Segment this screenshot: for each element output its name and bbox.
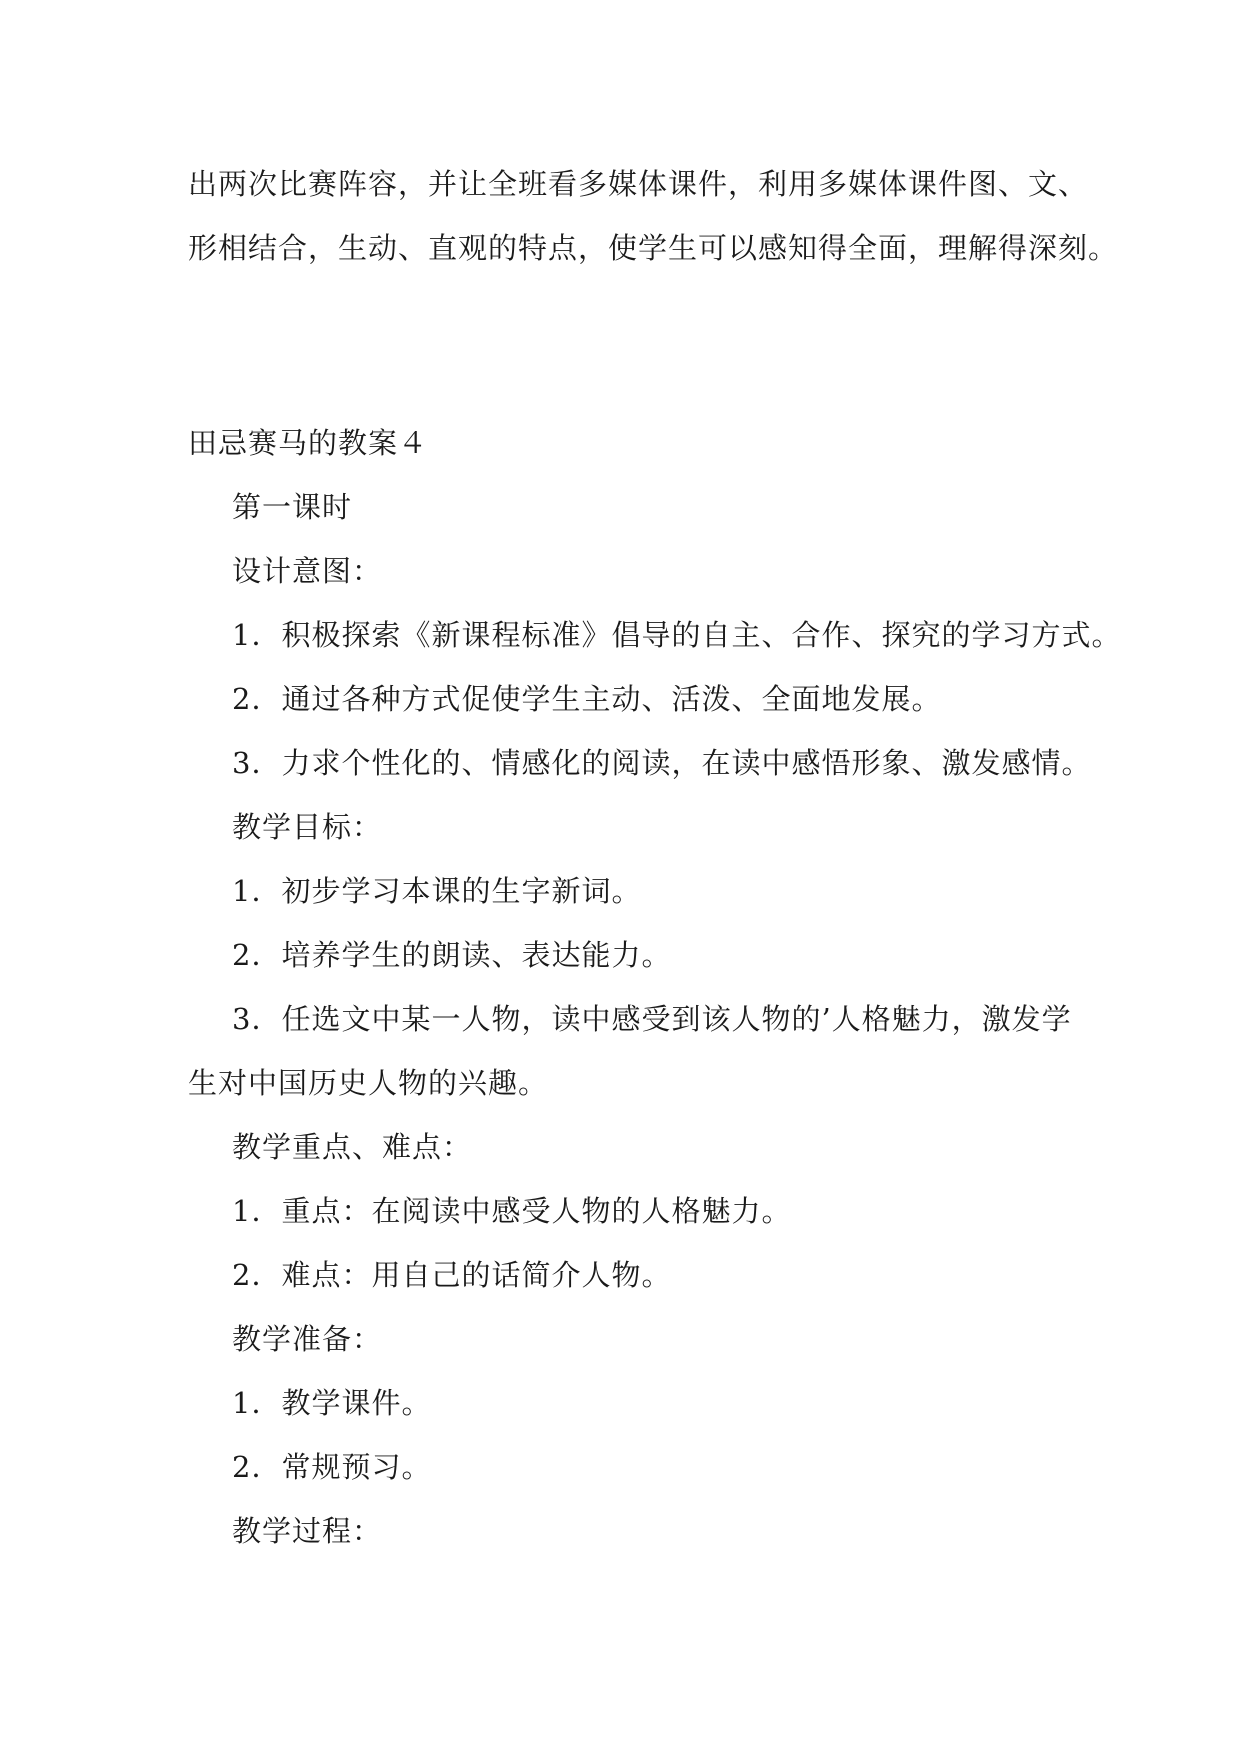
key-points-heading: 教学重点、难点：	[232, 1130, 473, 1164]
key-points-item: 2．难点：用自己的话简介人物。	[232, 1258, 672, 1292]
key-points-item: 1．重点：在阅读中感受人物的人格魅力。	[232, 1194, 792, 1228]
goals-item: 3．任选文中某一人物，读中感受到该人物的’人格魅力，激发学	[232, 1002, 1072, 1036]
design-item: 1．积极探索《新课程标准》倡导的自主、合作、探究的学习方式。	[232, 618, 1122, 652]
design-item: 3．力求个性化的、情感化的阅读，在读中感悟形象、激发感情。	[232, 746, 1092, 780]
goals-item: 1．初步学习本课的生字新词。	[232, 874, 642, 908]
preparation-item: 1．教学课件。	[232, 1386, 432, 1420]
process-heading: 教学过程：	[232, 1514, 383, 1548]
paragraph-line: 形相结合，生动、直观的特点，使学生可以感知得全面，理解得深刻。	[188, 231, 1119, 265]
preparation-item: 2．常规预习。	[232, 1450, 432, 1484]
paragraph-line: 出两次比赛阵容，并让全班看多媒体课件，利用多媒体课件图、文、	[188, 167, 1089, 201]
design-heading: 设计意图：	[232, 554, 383, 588]
goals-heading: 教学目标：	[232, 810, 383, 844]
section-title: 田忌赛马的教案４	[188, 426, 429, 460]
preparation-heading: 教学准备：	[232, 1322, 383, 1356]
goals-item-continuation: 生对中国历史人物的兴趣。	[188, 1066, 549, 1100]
goals-item: 2．培养学生的朗读、表达能力。	[232, 938, 672, 972]
lesson-label: 第一课时	[232, 490, 353, 524]
design-item: 2．通过各种方式促使学生主动、活泼、全面地发展。	[232, 682, 942, 716]
